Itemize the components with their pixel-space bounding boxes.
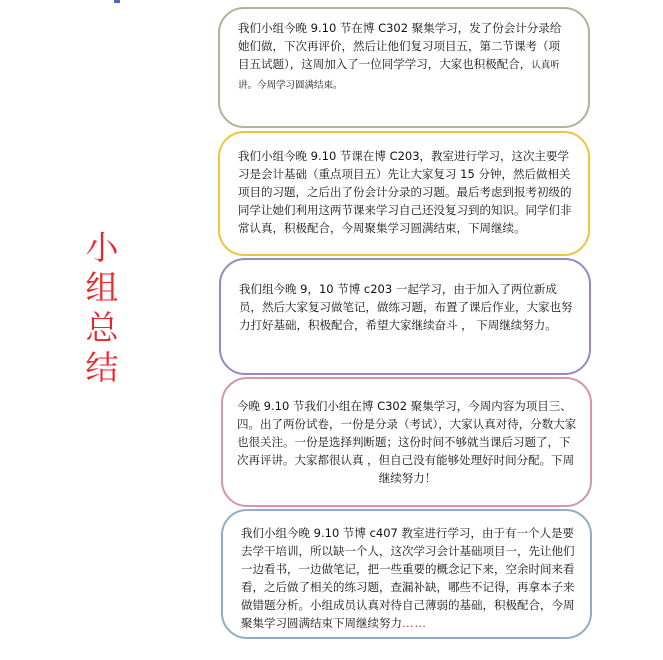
summary-text [238,19,570,95]
summary-text [241,524,576,632]
summary-card-5 [221,509,592,639]
summary-main-text: 今晚 9.10 节我们小组在博 C302 聚集学习，今周内容为项目三、四。出了两份试卷，一份是分录（考试），大家认真对待，分数大家也很关注。一份是选择判断题；这份时间不够就当课后习题了，下次再评讲。大家都很认真 ，但自己没有能够处理好时间分配。下周 [237,399,577,467]
summary-main-text: 我们组今晚 9，10 节博 c203 一起学习，由于加入了两位新成员，然后大家复习做笔记，做练习题，布置了课后作业，大家也努力打好基础，积极配合，希望大家继续奋斗 ， 下周继续努力。 [239,282,573,332]
ellipsis-dots: …… [402,616,427,630]
summary-end-text: 继续努力！ [378,471,437,485]
summary-card-4 [221,377,592,507]
summary-tail-text: 认真听讲。今周学习圆满结束。 [238,60,560,91]
summary-card-1 [218,7,590,128]
summary-card-2 [218,131,590,256]
summary-main-text: 我们小组今晚 9.10 节博 c407 教室进行学习，由于有一个人是要去学干培训，所以缺一个人，这次学习会计基础项目一，先让他们一边看书，一边做笔记，把一些重要的概念记下来，空余时间来看看，之后做了相关的练习题，查漏补缺，哪些不记得，再拿本子来做错题分析。小组成员认真对待自己薄弱的基础，积极配合，今周聚集学习圆满结束下周继续努力 [241,526,575,630]
summary-card-3 [219,258,591,375]
side-title: 小 组 总 结 [85,228,119,387]
top-edge-mark [114,0,120,3]
summary-main-text: 我们小组今晚 9.10 节课在博 C203，教室进行学习，这次主要学习是会计基础（重点项目五）先让大家复习 15 分钟，然后做相关项目的习题，之后出了份会计分录的习题。最后考虑到报考初级的同学让她们利用这两节课来学习自己还没复习到的知识。同学们非常认真，积极配合，今周聚集学习圆满结束，下周继续。 [238,149,572,235]
summary-main-text: 我们小组今晚 9.10 节在博 C302 聚集学习，发了份会计分录给她们做，下次再评价，然后让他们复习项目五，第二节课考（项目五试题），这周加入了一位同学学习，大家也积极配合， [238,21,562,71]
